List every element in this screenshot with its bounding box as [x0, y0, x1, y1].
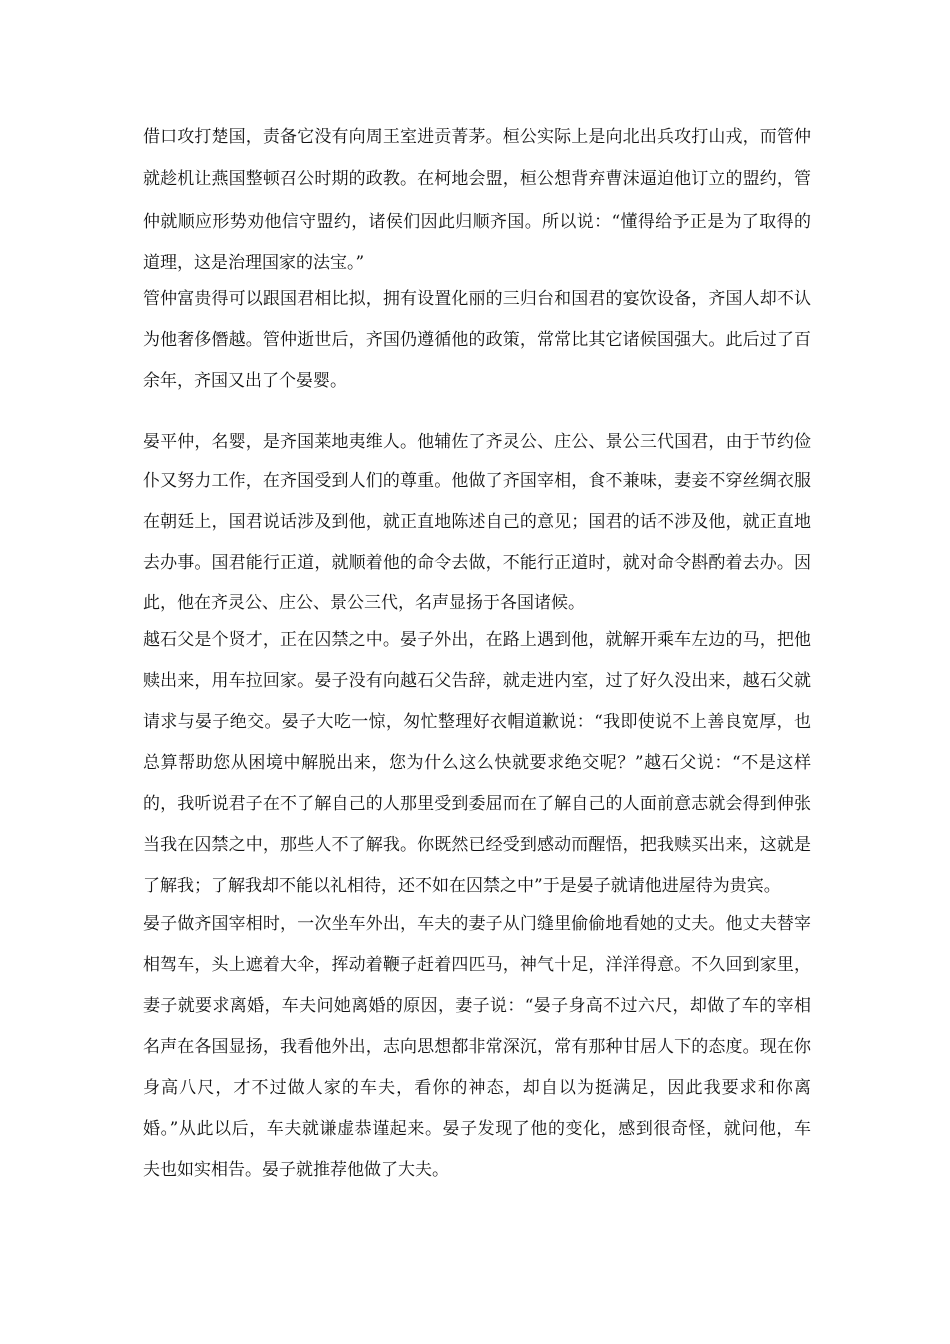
text-line: 名声在各国显扬，我看他外出，志向思想都非常深沉，常有那种甘居人下的态度。现在你: [143, 1037, 811, 1057]
text-line: 晏平仲，名婴，是齐国莱地夷维人。他辅佐了齐灵公、庄公、景公三代国君，由于节约俭: [143, 432, 811, 452]
text-line: 借口攻打楚国，责备它没有向周王室进贡菁茅。桓公实际上是向北出兵攻打山戎，而管仲: [143, 127, 811, 147]
text-line: 去办事。国君能行正道，就顺着他的命令去做，不能行正道时，就对命令斟酌着去办。因: [143, 553, 811, 573]
text-line: 赎出来，用车拉回家。晏子没有向越石父告辞，就走进内室，过了好久没出来，越石父就: [143, 671, 811, 691]
text-line: 道理，这是治理国家的法宝。”: [143, 253, 365, 273]
text-line: 余年，齐国又出了个晏婴。: [143, 371, 347, 391]
text-line: 管仲富贵得可以跟国君相比拟，拥有设置化丽的三归台和国君的宴饮设备，齐国人却不认: [143, 289, 811, 309]
text-line: 为他奢侈僭越。管仲逝世后，齐国仍遵循他的政策，常常比其它诸候国强大。此后过了百: [143, 330, 811, 350]
text-line: 夫也如实相告。晏子就推荐他做了大夫。: [143, 1160, 449, 1180]
text-line: 越石父是个贤才，正在囚禁之中。晏子外出，在路上遇到他，就解开乘车左边的马，把他: [143, 630, 811, 650]
text-line: 身高八尺，才不过做人家的车夫，看你的神态，却自以为挺满足，因此我要求和你离: [143, 1078, 811, 1098]
text-line: 在朝廷上，国君说话涉及到他，就正直地陈述自己的意见；国君的话不涉及他，就正直地: [143, 512, 811, 532]
text-line: 请求与晏子绝交。晏子大吃一惊，匆忙整理好衣帽道歉说：“我即使说不上善良宽厚，也: [143, 712, 811, 732]
text-line: 仆又努力工作，在齐国受到人们的尊重。他做了齐国宰相，食不兼味，妻妾不穿丝绸衣服: [143, 471, 811, 491]
text-line: 仲就顺应形势劝他信守盟约，诸侯们因此归顺齐国。所以说：“懂得给予正是为了取得的: [143, 212, 811, 232]
text-line: 婚。”从此以后，车夫就谦虚恭谨起来。晏子发现了他的变化，感到很奇怪，就问他，车: [143, 1119, 811, 1139]
text-line: 就趁机让燕国整顿召公时期的政教。在柯地会盟，桓公想背弃曹沫逼迫他订立的盟约，管: [143, 169, 811, 189]
text-line: 妻子就要求离婚，车夫问她离婚的原因，妻子说：“晏子身高不过六尺，却做了车的宰相: [143, 996, 811, 1016]
text-line: 当我在囚禁之中，那些人不了解我。你既然已经受到感动而醒悟，把我赎买出来，这就是: [143, 835, 811, 855]
text-line: 晏子做齐国宰相时，一次坐车外出，车夫的妻子从门缝里偷偷地看她的丈夫。他丈夫替宰: [143, 914, 811, 934]
text-line: 了解我；了解我却不能以礼相待，还不如在囚禁之中”于是晏子就请他进屋待为贵宾。: [143, 876, 781, 896]
text-line: 的，我听说君子在不了解自己的人那里受到委屈而在了解自己的人面前意志就会得到伸张: [143, 794, 811, 814]
text-line: 总算帮助您从困境中解脱出来，您为什么这么快就要求绝交呢？”越石父说：“不是这样: [143, 753, 811, 773]
text-line: 此，他在齐灵公、庄公、景公三代，名声显扬于各国诸候。: [143, 593, 585, 613]
text-line: 相驾车，头上遮着大伞，挥动着鞭子赶着四匹马，神气十足，洋洋得意。不久回到家里，: [143, 955, 811, 975]
